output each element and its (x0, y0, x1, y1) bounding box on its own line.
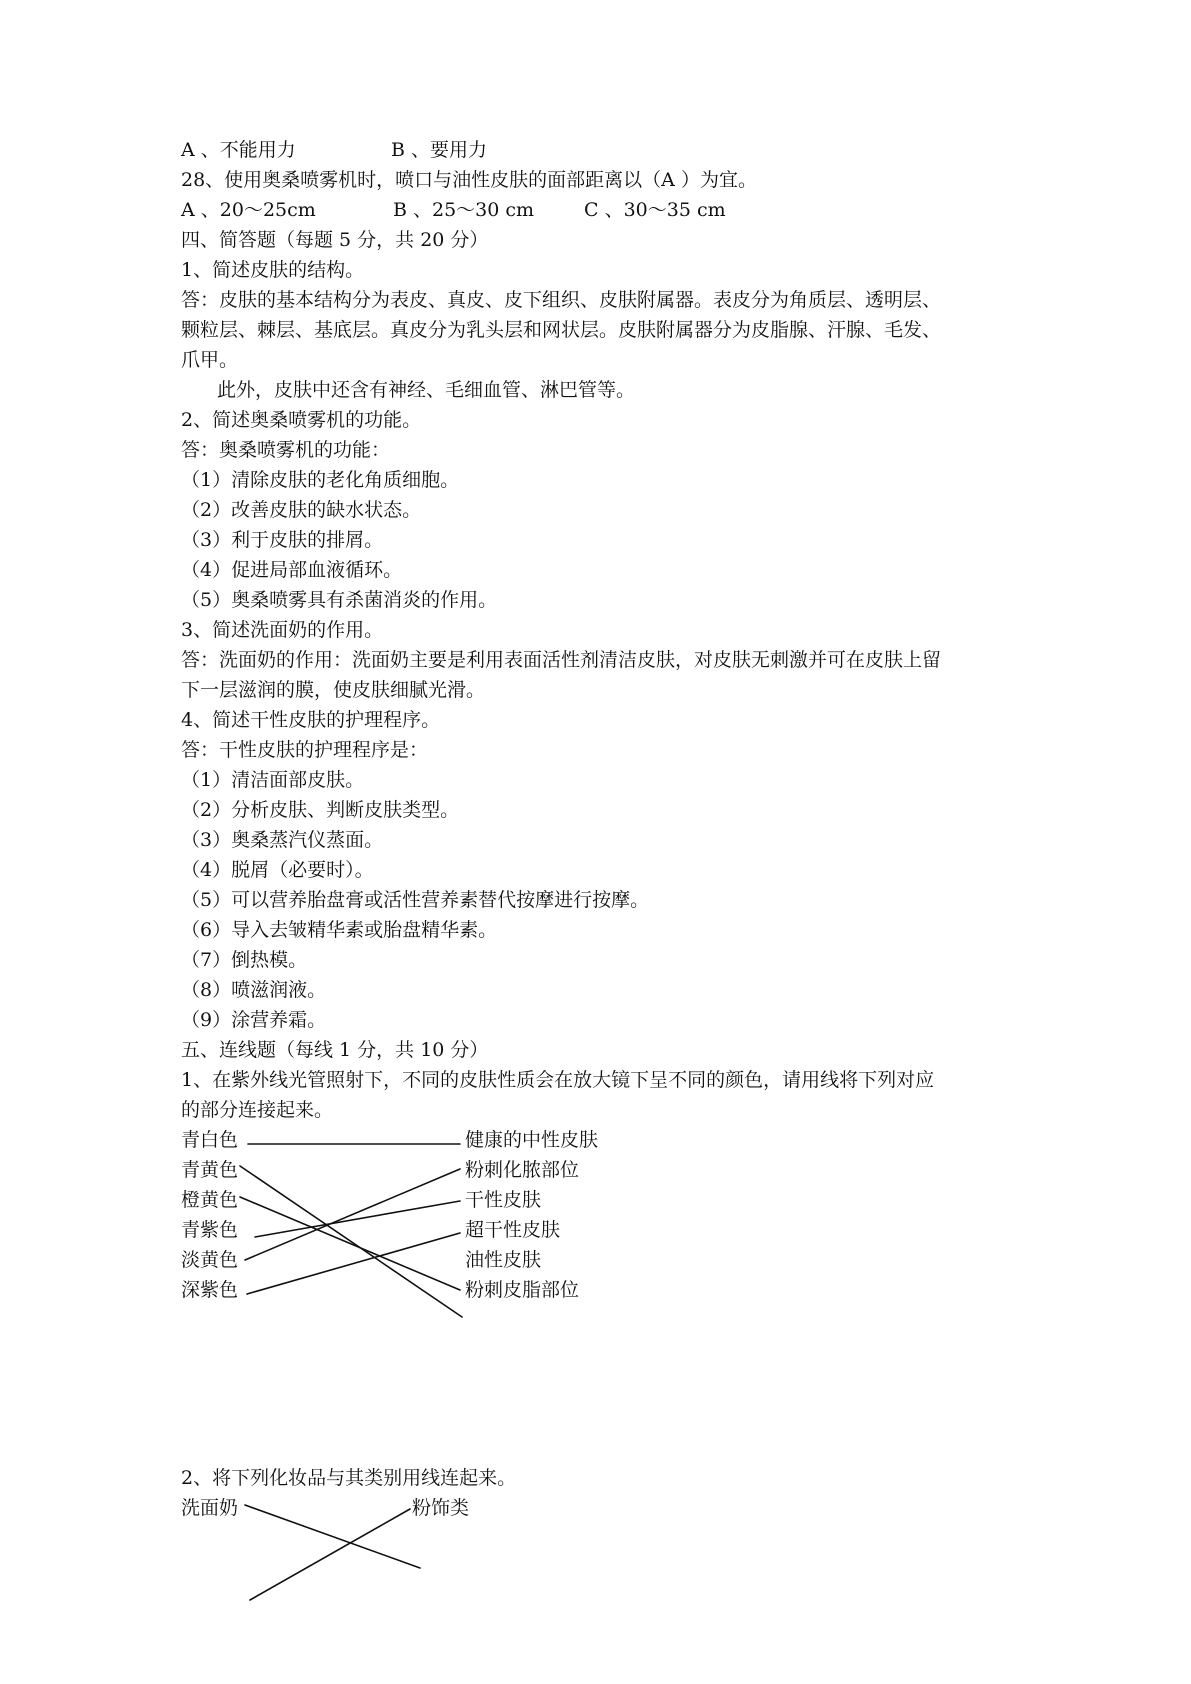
s5-q1-left-item: 淡黄色 (181, 1249, 239, 1271)
s5-q2-left-item: 洗面奶 (181, 1497, 239, 1519)
s5-q2-right-item: 粉饰类 (412, 1497, 470, 1519)
s5-q1-left-item: 深紫色 (181, 1279, 239, 1301)
s4-q4-item: （9）涂营养霜。 (181, 1009, 327, 1031)
s4-q1-answer-line1: 答：皮肤的基本结构分为表皮、真皮、皮下组织、皮肤附属器。表皮分为角质层、透明层、 (181, 289, 942, 311)
s4-q1-answer-line4: 此外，皮肤中还含有神经、毛细血管、淋巴管等。 (217, 379, 636, 401)
q28-option-a: A 、20～25cm (181, 199, 316, 221)
s4-q4-item: （2）分析皮肤、判断皮肤类型。 (181, 799, 460, 821)
s4-q2-item: （5）奥桑喷雾具有杀菌消炎的作用。 (181, 589, 498, 611)
s4-q2-question: 2、简述奥桑喷雾机的功能。 (181, 409, 422, 431)
s5-q1-right-item: 健康的中性皮肤 (465, 1129, 599, 1151)
s5-q1-right-item: 粉刺化脓部位 (465, 1159, 580, 1181)
s5-q1-right-item: 干性皮肤 (465, 1189, 542, 1211)
match-line (250, 1509, 410, 1600)
s4-q4-answer: 答：干性皮肤的护理程序是： (181, 739, 429, 761)
s4-q3-answer-line2: 下一层滋润的膜，使皮肤细腻光滑。 (181, 679, 486, 701)
s5-q1-right-item: 粉刺皮脂部位 (465, 1279, 580, 1301)
s4-q2-answer: 答：奥桑喷雾机的功能： (181, 439, 391, 461)
match-line (245, 1169, 460, 1260)
s5-q1-left-item: 青黄色 (181, 1159, 239, 1181)
s4-q4-item: （3）奥桑蒸汽仪蒸面。 (181, 829, 384, 851)
s4-q2-item: （3）利于皮肤的排屑。 (181, 529, 384, 551)
s4-q4-item: （1）清洁面部皮肤。 (181, 769, 365, 791)
match-line (247, 1233, 460, 1294)
q27-options (181, 136, 487, 164)
s4-q4-item: （7）倒热模。 (181, 949, 308, 971)
s5-q2-question: 2、将下列化妆品与其类别用线连起来。 (181, 1467, 517, 1489)
q27-option-b: B 、要用力 (391, 139, 488, 161)
q28-question: 28、使用奥桑喷雾机时，喷口与油性皮肤的面部距离以（A ）为宜。 (181, 169, 757, 191)
q27-option-a: A 、不能用力 (181, 139, 296, 161)
q28-option-c: C 、30～35 cm (584, 199, 726, 221)
s4-q1-answer-line2: 颗粒层、棘层、基底层。真皮分为乳头层和网状层。皮肤附属器分为皮脂腺、汗腺、毛发、 (181, 319, 942, 341)
s5-q1-question-line2: 的部分连接起来。 (181, 1099, 334, 1121)
s4-q4-question: 4、简述干性皮肤的护理程序。 (181, 709, 441, 731)
s4-q2-item: （1）清除皮肤的老化角质细胞。 (181, 469, 460, 491)
s4-q4-item: （8）喷滋润液。 (181, 979, 327, 1001)
s4-q2-item: （2）改善皮肤的缺水状态。 (181, 499, 422, 521)
s5-q1-right-item: 油性皮肤 (465, 1249, 542, 1271)
s5-q1-question-line1: 1、在紫外线光管照射下，不同的皮肤性质会在放大镜下呈不同的颜色，请用线将下列对应 (181, 1069, 935, 1091)
match-line (240, 1166, 462, 1317)
section4-title: 四、简答题（每题 5 分，共 20 分） (181, 229, 489, 251)
match-line (245, 1505, 420, 1568)
s4-q1-answer-line3: 爪甲。 (181, 349, 239, 371)
match-line (255, 1201, 460, 1237)
q28-options (181, 196, 726, 224)
s4-q4-item: （4）脱屑（必要时）。 (181, 859, 374, 881)
q28-option-b: B 、25～30 cm (393, 199, 535, 221)
s4-q3-answer-line1: 答：洗面奶的作用：洗面奶主要是利用表面活性剂清洁皮肤，对皮肤无刺激并可在皮肤上留 (181, 649, 942, 671)
s5-q1-left-item: 青紫色 (181, 1219, 239, 1241)
s4-q3-question: 3、简述洗面奶的作用。 (181, 619, 384, 641)
s5-q1-left-item: 青白色 (181, 1129, 239, 1151)
s5-q1-left-item: 橙黄色 (181, 1189, 239, 1211)
section5-title: 五、连线题（每线 1 分，共 10 分） (181, 1039, 489, 1061)
match-line (240, 1197, 460, 1290)
s4-q4-item: （5）可以营养胎盘膏或活性营养素替代按摩进行按摩。 (181, 889, 650, 911)
s4-q4-item: （6）导入去皱精华素或胎盘精华素。 (181, 919, 498, 941)
s5-q1-right-item: 超干性皮肤 (465, 1219, 561, 1241)
s4-q2-item: （4）促进局部血液循环。 (181, 559, 403, 581)
s4-q1-question: 1、简述皮肤的结构。 (181, 259, 365, 281)
